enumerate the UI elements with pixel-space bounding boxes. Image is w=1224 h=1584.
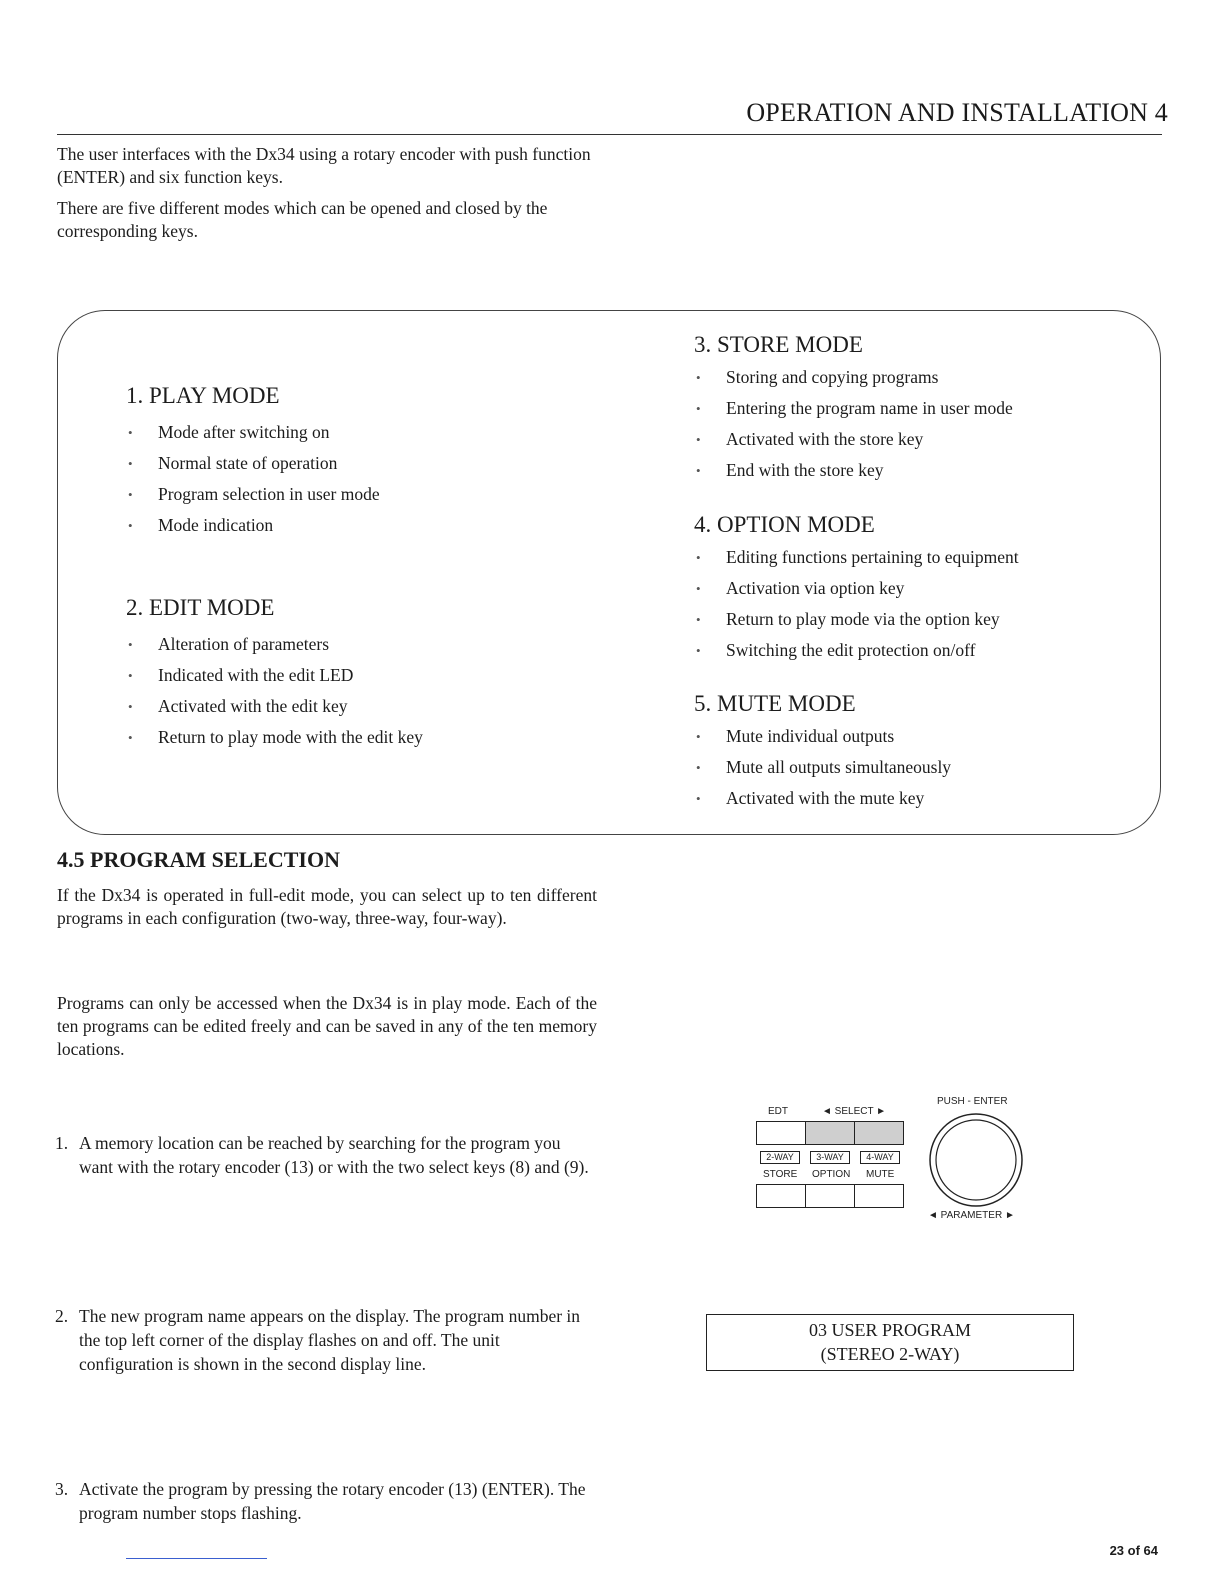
led-4-way: 4-WAY bbox=[860, 1151, 900, 1164]
intro-paragraph-2: There are five different modes which can be opened and closed by the corresponding keys. bbox=[57, 198, 548, 241]
step-2 bbox=[55, 1304, 595, 1376]
front-panel-diagram bbox=[752, 1094, 1042, 1224]
display-line-1: 03 USER PROGRAM bbox=[808, 1320, 972, 1340]
mute-mode-title: 5. MUTE MODE bbox=[694, 691, 856, 716]
section-paragraph-1: If the Dx34 is operated in full-edit mode, you can select up to ten different programs in each configuration (two-way, three-way, four-way). bbox=[57, 885, 597, 928]
list-item: • Activated with the mute key bbox=[694, 783, 1134, 814]
list-item: • Return to play mode with the edit key bbox=[126, 722, 586, 753]
select-right-key[interactable] bbox=[854, 1121, 904, 1145]
select-keys-label: ◄ SELECT ► bbox=[822, 1106, 887, 1117]
play-mode-section bbox=[126, 383, 586, 541]
rotary-encoder[interactable] bbox=[926, 1110, 1026, 1210]
footer-link-underline bbox=[126, 1558, 267, 1559]
option-mode-title: 4. OPTION MODE bbox=[694, 512, 875, 537]
mute-key-label: MUTE bbox=[866, 1169, 895, 1180]
list-item: • Normal state of operation bbox=[126, 448, 586, 479]
play-mode-title: 1. PLAY MODE bbox=[126, 383, 280, 408]
edit-key[interactable] bbox=[756, 1121, 806, 1145]
step-3 bbox=[55, 1477, 595, 1525]
edit-mode-section bbox=[126, 595, 586, 753]
mute-key[interactable] bbox=[854, 1184, 904, 1208]
step-text: The new program name appears on the display. The program number in the top left corner of the display flashes on and off. The unit configuration is shown in the second display line. bbox=[79, 1306, 581, 1374]
step-text: Activate the program by pressing the rotary encoder (13) (ENTER). The program number stops flashing. bbox=[79, 1479, 586, 1523]
intro-paragraph-1: The user interfaces with the Dx34 using a rotary encoder with push function (ENTER) and six function keys. bbox=[57, 144, 591, 187]
list-item: • Return to play mode via the option key bbox=[694, 604, 1134, 635]
mute-mode-list bbox=[694, 721, 1134, 814]
list-item: • Mode indication bbox=[126, 510, 586, 541]
step-number: 3. bbox=[55, 1479, 69, 1499]
list-item: • Editing functions pertaining to equipment bbox=[694, 542, 1134, 573]
store-mode-section bbox=[694, 332, 1134, 486]
list-item: • Program selection in user mode bbox=[126, 479, 586, 510]
list-item: • Activation via option key bbox=[694, 573, 1134, 604]
list-item: • End with the store key bbox=[694, 455, 1134, 486]
option-mode-section bbox=[694, 512, 1134, 666]
option-key[interactable] bbox=[805, 1184, 855, 1208]
step-number: 2. bbox=[55, 1306, 69, 1326]
option-mode-list bbox=[694, 542, 1134, 666]
lcd-display bbox=[706, 1314, 1074, 1371]
parameter-label: ◄ PARAMETER ► bbox=[928, 1210, 1015, 1221]
display-line-2: (STEREO 2-WAY) bbox=[820, 1344, 960, 1364]
list-item: • Mode after switching on bbox=[126, 417, 586, 448]
list-item: • Switching the edit protection on/off bbox=[694, 635, 1134, 666]
led-2-way: 2-WAY bbox=[760, 1151, 800, 1164]
store-key-label: STORE bbox=[763, 1169, 798, 1180]
push-enter-label: PUSH - ENTER bbox=[937, 1096, 1008, 1107]
store-mode-title: 3. STORE MODE bbox=[694, 332, 863, 357]
select-left-key[interactable] bbox=[805, 1121, 855, 1145]
list-item: • Indicated with the edit LED bbox=[126, 660, 586, 691]
list-item: • Mute individual outputs bbox=[694, 721, 1134, 752]
edit-mode-list bbox=[126, 629, 586, 753]
edit-key-label: EDT bbox=[768, 1106, 788, 1117]
page-number: 23 of 64 bbox=[1109, 1543, 1158, 1558]
page-header-title: OPERATION AND INSTALLATION 4 bbox=[746, 98, 1168, 127]
list-item: • Activated with the store key bbox=[694, 424, 1134, 455]
list-item: • Mute all outputs simultaneously bbox=[694, 752, 1134, 783]
play-mode-list bbox=[126, 417, 586, 541]
led-3-way: 3-WAY bbox=[810, 1151, 850, 1164]
list-item: • Alteration of parameters bbox=[126, 629, 586, 660]
list-item: • Entering the program name in user mode bbox=[694, 393, 1134, 424]
edit-mode-title: 2. EDIT MODE bbox=[126, 595, 275, 620]
list-item: • Activated with the edit key bbox=[126, 691, 586, 722]
section-title: 4.5 PROGRAM SELECTION bbox=[57, 847, 340, 872]
step-1 bbox=[55, 1131, 595, 1179]
store-mode-list bbox=[694, 362, 1134, 486]
option-key-label: OPTION bbox=[812, 1169, 851, 1180]
step-number: 1. bbox=[55, 1133, 69, 1153]
section-paragraph-2: Programs can only be accessed when the Dx34 is in play mode. Each of the ten programs can be edited freely and can be saved in any of the ten memory locations. bbox=[57, 993, 597, 1059]
step-text: A memory location can be reached by searching for the program you want with the rotary encoder (13) or with the two select keys (8) and (9). bbox=[79, 1133, 589, 1177]
header-divider bbox=[57, 134, 1162, 135]
store-key[interactable] bbox=[756, 1184, 806, 1208]
mute-mode-section bbox=[694, 691, 1134, 814]
list-item: • Storing and copying programs bbox=[694, 362, 1134, 393]
